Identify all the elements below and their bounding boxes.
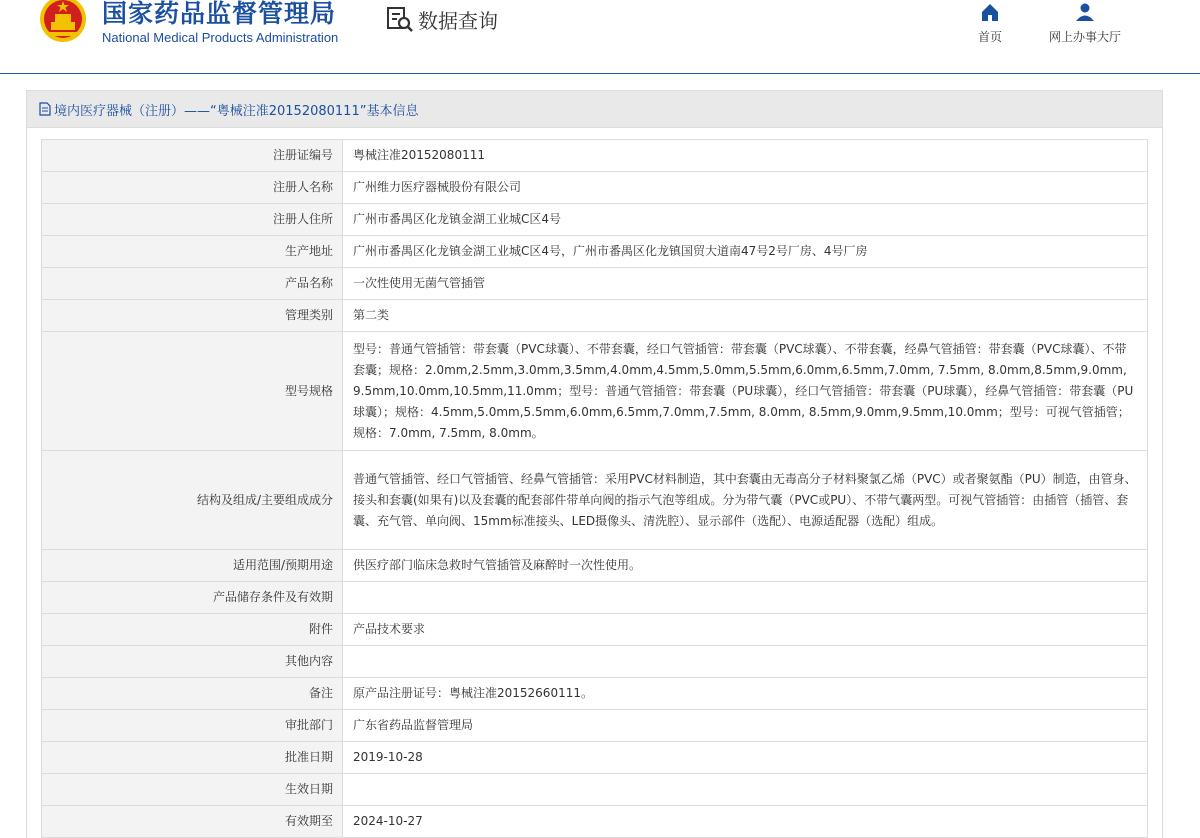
table-row [42,742,1148,774]
search-document-icon [386,5,414,33]
row-value: 产品技术要求 [343,614,1148,646]
table-row [42,140,1148,172]
registration-info-table [41,139,1148,838]
nav-online-hall-link[interactable] [1040,0,1130,45]
row-value: 供医疗部门临床急救时气管插管及麻醉时一次性使用。 [343,550,1148,582]
row-value: 一次性使用无菌气管插管 [343,268,1148,300]
row-value: 广州维力医疗器械股份有限公司 [343,172,1148,204]
row-value [343,646,1148,678]
table-row [42,172,1148,204]
row-value: 粤械注准20152080111 [343,140,1148,172]
site-logo-chinese[interactable]: 国家药品监督管理局 [102,0,337,28]
table-row [42,332,1148,451]
data-query-link[interactable] [386,4,498,34]
row-value: 2024-10-27 [343,806,1148,838]
table-row [42,806,1148,838]
row-value: 型号：普通气管插管：带套囊（PVC球囊）、不带套囊，经口气管插管：带套囊（PVC球囊）、不带套囊，经鼻气管插管：带套囊（PVC球囊）、不带套囊；规格：2.0mm,2.5mm,3.0mm,3.5mm,4.0mm,4.5mm,5.0mm,5.5mm,6.0mm,6.5mm,7.0mm, 7.5mm, 8.0mm,8.5mm,9.0mm,9.5mm,10.0mm,10.5mm,11.0mm；型号：普通气管插管：带套囊（PU球囊），经口气管插管：带套囊（PU球囊），经鼻气管插管：带套囊（PU球囊）；规格：4.5mm,5.0mm,5.5mm,6.0mm,6.5mm,7.0mm,7.5mm, 8.0mm, 8.5mm,9.0mm,9.5mm,10.0mm；型号：可视气管插管；规格：7.0mm, 7.5mm, 8.0mm。 [343,332,1148,451]
nav-home-link[interactable] [968,0,1012,45]
row-value: 第二类 [343,300,1148,332]
row-value [343,774,1148,806]
document-icon [39,102,51,116]
site-header [0,0,1200,74]
table-row [42,614,1148,646]
row-key: 注册人住所 [42,204,343,236]
nav-home-label: 首页 [977,30,1002,44]
row-key: 备注 [42,678,343,710]
data-query-label: 数据查询 [418,8,498,33]
nav-online-hall-label: 网上办事大厅 [1048,30,1121,44]
table-row [42,204,1148,236]
row-key: 批准日期 [42,742,343,774]
row-key: 生效日期 [42,774,343,806]
table-row [42,678,1148,710]
table-row [42,550,1148,582]
row-key: 注册人名称 [42,172,343,204]
row-value: 普通气管插管、经口气管插管、经鼻气管插管：采用PVC材料制造，其中套囊由无毒高分子材料聚氯乙烯（PVC）或者聚氨酯（PU）制造，由管身、接头和套囊(如果有)以及套囊的配套部件带单向阀的指示气泡等组成。分为带气囊（PVC或PU）、不带气囊两型。可视气管插管：由插管（插管、套囊、充气管、单向阀、15mm标准接头、LED摄像头、清洗腔）、显示部件（选配）、电源适配器（选配）组成。 [343,451,1148,550]
row-key: 其他内容 [42,646,343,678]
row-key: 注册证编号 [42,140,343,172]
row-key: 有效期至 [42,806,343,838]
row-value [343,582,1148,614]
row-key: 型号规格 [42,332,343,451]
table-row [42,774,1148,806]
row-value: 原产品注册证号：粤械注准20152660111。 [343,678,1148,710]
table-row [42,268,1148,300]
table-row [42,582,1148,614]
row-key: 管理类别 [42,300,343,332]
device-info-panel [26,90,1163,838]
table-row [42,236,1148,268]
table-row [42,451,1148,550]
row-key: 附件 [42,614,343,646]
row-key: 产品储存条件及有效期 [42,582,343,614]
user-icon [1075,2,1095,22]
row-key: 生产地址 [42,236,343,268]
panel-title-bar [27,91,1162,128]
table-row [42,646,1148,678]
row-key: 审批部门 [42,710,343,742]
row-key: 适用范围/预期用途 [42,550,343,582]
row-value: 广州市番禺区化龙镇金湖工业城C区4号，广州市番禺区化龙镇国贸大道南47号2号厂房、4号厂房 [343,236,1148,268]
row-value: 广东省药品监督管理局 [343,710,1148,742]
row-key: 产品名称 [42,268,343,300]
national-emblem-icon[interactable] [38,0,88,44]
row-value: 2019-10-28 [343,742,1148,774]
row-key: 结构及组成/主要组成成分 [42,451,343,550]
site-logo-english[interactable]: National Medical Products Administration [102,30,339,45]
home-icon [980,2,1000,22]
panel-title: 境内医疗器械（注册）——“粤械注准20152080111”基本信息 [54,103,419,119]
table-row [42,710,1148,742]
row-value: 广州市番禺区化龙镇金湖工业城C区4号 [343,204,1148,236]
table-row [42,300,1148,332]
